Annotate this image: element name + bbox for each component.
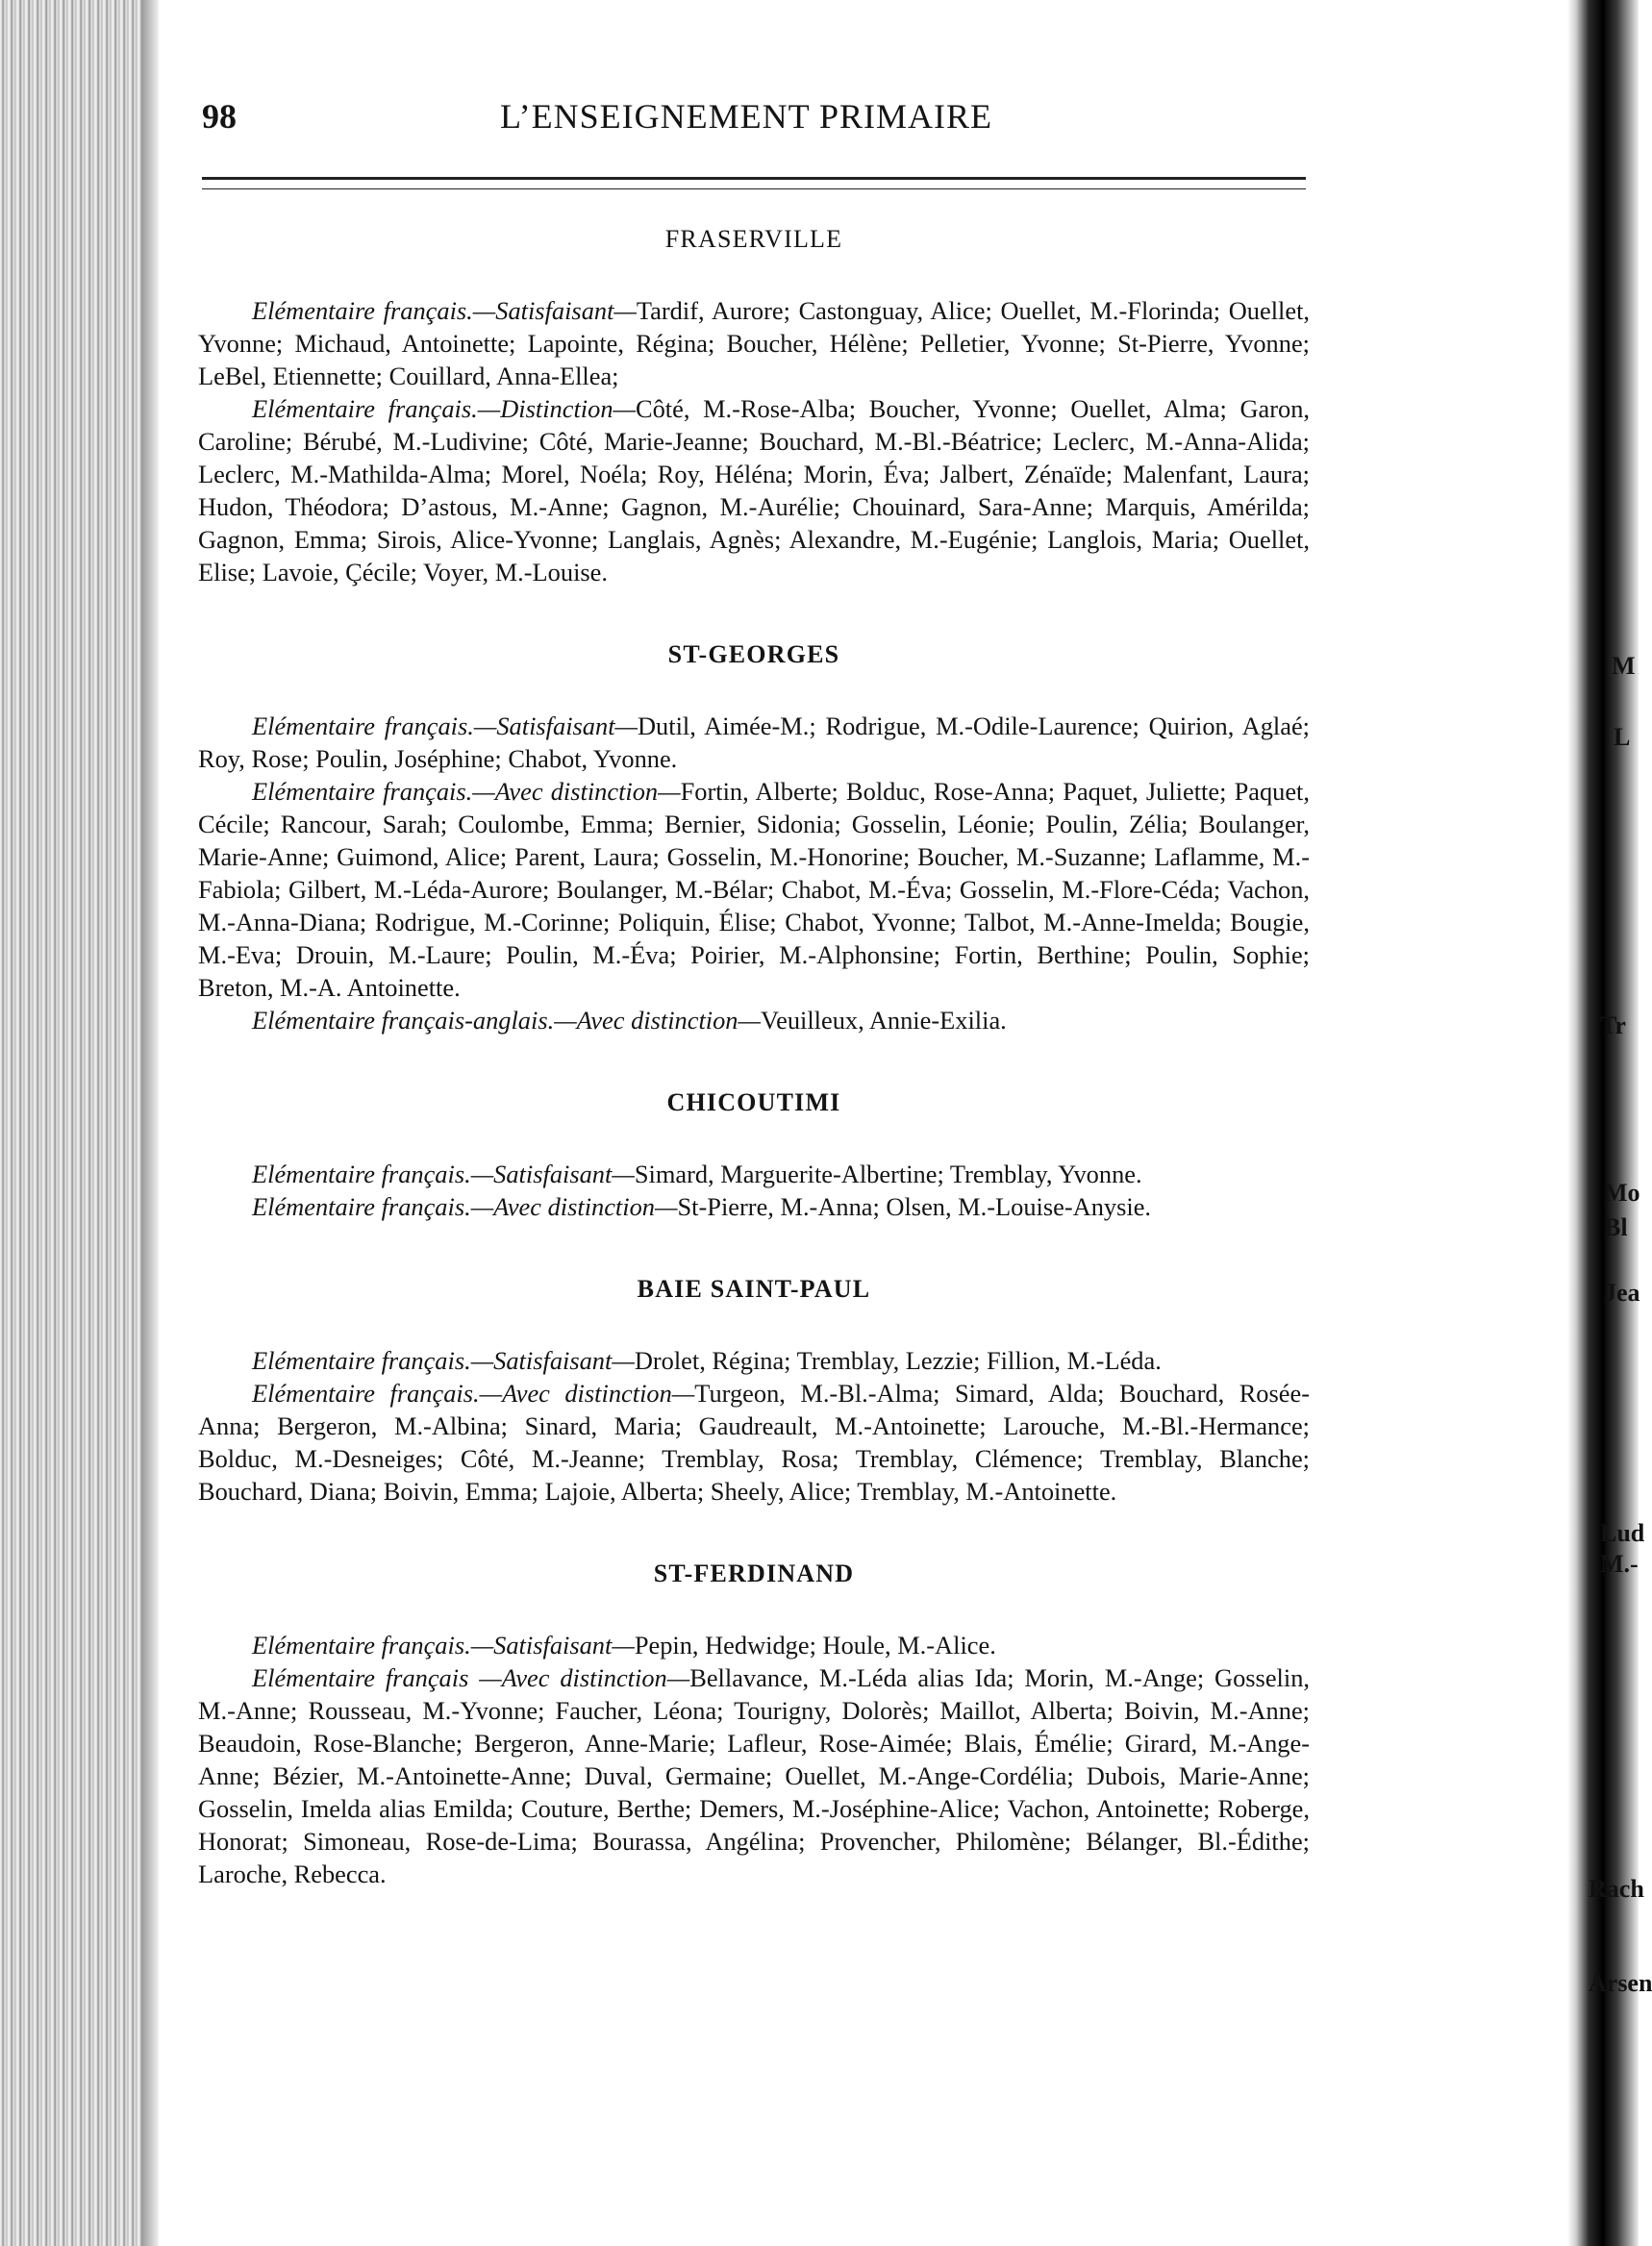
entry-category: Elémentaire français —Avec distinction— (252, 1663, 690, 1692)
book-page-edges (0, 0, 159, 2246)
award-entry (198, 1661, 1310, 1890)
fragment-text: Mo (1604, 1179, 1640, 1207)
entry-category: Elémentaire français.—Avec distinction— (252, 1379, 695, 1408)
entry-category: Elémentaire français.—Satisfaisant— (252, 296, 637, 325)
award-entry (198, 1629, 1310, 1661)
entry-names: Drolet, Régina; Tremblay, Lezzie; Fillion, M.-Léda. (634, 1346, 1162, 1375)
fragment-text: Lud (1600, 1519, 1645, 1547)
award-entry (198, 710, 1310, 775)
entry-category: Elémentaire français-anglais.—Avec distinction— (252, 1006, 761, 1035)
entry-category: Elémentaire français.—Satisfaisant— (252, 1160, 635, 1188)
section-title: FRASERVILLE (664, 225, 843, 253)
entry-category: Elémentaire français.—Satisfaisant— (252, 1346, 635, 1375)
entry-category: Elémentaire français.—Avec distinction— (252, 1192, 678, 1221)
page-body (198, 223, 1310, 1890)
entry-names: Côté, M.-Rose-Alba; Boucher, Yvonne; Ouellet, Alma; Garon, Caroline; Bérubé, M.-Ludivine; Côté, Marie-Jeanne; Bouchard, M.-Bl.-Béatrice; Leclerc, M.-Anna-Alida; Leclerc, M.-Mathilda-Alma; Morel, Noéla; Roy, Héléna; Morin, Éva; Jalbert, Zénaïde; Malenfant, Laura; Hudon, Théodora; D’astous, M.-Anne; Gagnon, M.-Aurélie; Chouinard, Sara-Anne; Marquis, Amérilda; Gagnon, Emma; Sirois, Alice-Yvonne; Langlais, Agnès; Alexandre, M.-Eugénie; Langlois, Maria; Ouellet, Elise; Lavoie, Çécile; Voyer, M.-Louise. (198, 394, 1310, 586)
award-entry (198, 1158, 1310, 1190)
award-entry (198, 775, 1310, 1004)
fragment-text: Tr (1600, 1011, 1626, 1039)
entry-category: Elémentaire français.—Satisfaisant— (252, 1631, 635, 1660)
header-rule (202, 177, 1306, 189)
section-title: ST-GEORGES (667, 640, 840, 668)
entry-names: Fortin, Alberte; Bolduc, Rose-Anna; Paquet, Juliette; Paquet, Cécile; Rancour, Sarah; Coulombe, Emma; Bernier, Sidonia; Gosselin, Léonie; Poulin, Zélia; Boulanger, Marie-Anne; Guimond, Alice; Parent, Laura; Gosselin, M.-Honorine; Boucher, M.-Suzanne; Laflamme, M.-Fabiola; Gilbert, M.-Léda-Aurore; Boulanger, M.-Bélar; Chabot, M.-Éva; Gosselin, M.-Flore-Céda; Vachon, M.-Anna-Diana; Rodrigue, M.-Corinne; Poliquin, Élise; Chabot, Yvonne; Talbot, M.-Anne-Imelda; Bougie, M.-Eva; Drouin, M.-Laure; Poulin, M.-Éva; Poirier, M.-Alphonsine; Fortin, Berthine; Poulin, Sophie; Breton, M.-A. Antoinette. (198, 777, 1310, 1002)
entry-names: Bellavance, M.-Léda alias Ida; Morin, M.-Ange; Gosselin, M.-Anne; Rousseau, M.-Yvonne; Faucher, Léona; Tourigny, Dolorès; Maillot, Alberta; Boivin, M.-Anne; Beaudoin, Rose-Blanche; Bergeron, Anne-Marie; Lafleur, Rose-Aimée; Blais, Émélie; Girard, M.-Ange-Anne; Bézier, M.-Antoinette-Anne; Duval, Germaine; Ouellet, M.-Ange-Cordélia; Dubois, Marie-Anne; Gosselin, Imelda alias Emilda; Couture, Berthe; Demers, M.-Joséphine-Alice; Vachon, Antoinette; Roberge, Honorat; Simoneau, Rose-de-Lima; Bourassa, Angélina; Provencher, Philomène; Bélanger, Bl.-Édithe; Laroche, Rebecca. (198, 1663, 1310, 1888)
award-entry (198, 294, 1310, 392)
section-title: ST-FERDINAND (653, 1560, 855, 1587)
fragment-text: Bl (1604, 1213, 1628, 1241)
page-number: 98 (202, 97, 237, 136)
fragment-text: L (1614, 723, 1631, 751)
award-entry (198, 1004, 1310, 1036)
entry-names: Pepin, Hedwidge; Houle, M.-Alice. (634, 1631, 996, 1660)
entry-names: Dutil, Aimée-M.; Rodrigue, M.-Odile-Laurence; Quirion, Aglaé; Roy, Rose; Poulin, Joséphine; Chabot, Yvonne. (198, 711, 1310, 773)
award-entry (198, 1190, 1310, 1223)
running-head: L’ENSEIGNEMENT PRIMAIRE (500, 97, 993, 136)
entry-names: Turgeon, M.-Bl.-Alma; Simard, Alda; Bouchard, Rosée-Anna; Bergeron, M.-Albina; Sinard, Maria; Gaudreault, M.-Antoinette; Larouche, M.-Bl.-Hermance; Bolduc, M.-Desneiges; Côté, M.-Jeanne; Tremblay, Rosa; Tremblay, Clémence; Tremblay, Blanche; Bouchard, Diana; Boivin, Emma; Lajoie, Alberta; Sheely, Alice; Tremblay, M.-Antoinette. (198, 1379, 1310, 1506)
section-title: CHICOUTIMI (666, 1088, 841, 1116)
entry-category: Elémentaire français.—Avec distinction— (252, 777, 681, 806)
fragment-text: M (1612, 652, 1636, 680)
fragment-text: M.- (1600, 1550, 1639, 1578)
entry-names: St-Pierre, M.-Anna; Olsen, M.-Louise-Anysie. (677, 1192, 1152, 1221)
entry-names: Simard, Marguerite-Albertine; Tremblay, Yvonne. (634, 1160, 1142, 1188)
book-binding-shadow (1567, 0, 1639, 2246)
entry-category: Elémentaire français.—Satisfaisant— (252, 711, 638, 740)
fragment-text: Rach (1589, 1875, 1644, 1903)
fragment-text: Jea (1604, 1279, 1640, 1307)
award-entry (198, 1344, 1310, 1377)
entry-names: Veuilleux, Annie-Exilia. (760, 1006, 1007, 1035)
award-entry (198, 392, 1310, 588)
fragment-text: Arsen (1589, 1969, 1652, 1997)
entry-category: Elémentaire français.—Distinction— (252, 394, 636, 423)
section-title: BAIE SAINT-PAUL (637, 1275, 871, 1303)
entry-names: Tardif, Aurore; Castonguay, Alice; Ouellet, M.-Florinda; Ouellet, Yvonne; Michaud, Antoinette; Lapointe, Régina; Boucher, Hélène; Pelletier, Yvonne; St-Pierre, Yvonne; LeBel, Etiennette; Couillard, Anna-Ellea; (198, 296, 1311, 390)
award-entry (198, 1377, 1310, 1508)
